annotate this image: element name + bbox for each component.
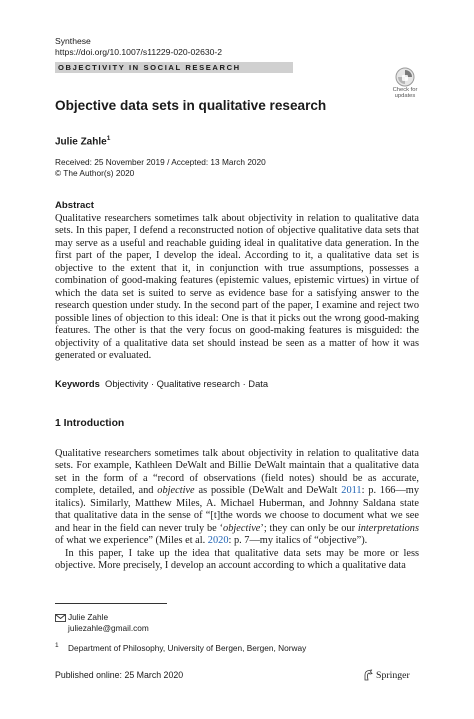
- keywords-line: [55, 378, 268, 389]
- emphasis: objective: [223, 522, 261, 534]
- footnote-divider: [55, 603, 167, 604]
- crossmark-label: Check for updates: [392, 87, 418, 100]
- corresponding-author: Julie Zahle: [68, 612, 109, 622]
- intro-paragraph-2: In this paper, I take up the idea that qualitative data sets may be more or less objective. More precisely, I develop an account according to which a qualitative data: [55, 548, 419, 572]
- emphasis: objective: [157, 485, 195, 497]
- affiliation-mark: 1: [55, 642, 59, 649]
- envelope-icon: [55, 614, 66, 622]
- citation-link[interactable]: 2011: [341, 485, 362, 497]
- publisher-name: Springer: [376, 670, 410, 681]
- journal-name: Synthese: [55, 36, 91, 46]
- text-run: as possible (DeWalt and DeWalt: [194, 485, 342, 497]
- text-run: : p. 166—my italics). Similarly, Matthew Miles, A. Michael Huberman, and Johnny Saldana state that qualitative data in the sense of “[t]the words we choose to document what we see and hear in the field can never truly be ‘: [55, 485, 419, 534]
- author-email[interactable]: juliezahle@gmail.com: [68, 623, 149, 633]
- abstract-heading: Abstract: [55, 200, 94, 211]
- citation-link[interactable]: 2020: [207, 535, 229, 547]
- doi-link[interactable]: https://doi.org/10.1007/s11229-020-02630-2: [55, 47, 223, 57]
- text-run: : p. 7—my italics of “objective”).: [228, 535, 368, 547]
- author-affiliation: Department of Philosophy, University of Bergen, Bergen, Norway: [68, 643, 307, 653]
- received-dates: Received: 25 November 2019 / Accepted: 13 March 2020: [55, 157, 266, 167]
- section-heading-introduction: 1 Introduction: [55, 418, 125, 429]
- author-name: [55, 135, 110, 147]
- author-name-text: Julie Zahle: [55, 136, 107, 148]
- text-run: of what we experience” (Miles et al.: [55, 535, 208, 547]
- keywords-label: Keywords: [55, 378, 100, 389]
- emphasis: interpretations: [357, 522, 419, 534]
- paper-title: Objective data sets in qualitative research: [55, 98, 327, 113]
- keywords-items: Objectivity · Qualitative research · Data: [105, 378, 269, 389]
- text-run: Qualitative researchers sometimes talk about objectivity in relation to qualitative data sets. For example, Kathleen DeWalt and Billie DeWalt maintain that a qualitative data set in the form of a “record of observations (field notes) should be as accurate, complete, detailed, and: [55, 448, 419, 497]
- intro-paragraph-1: [55, 448, 419, 548]
- copyright-notice: © The Author(s) 2020: [55, 168, 135, 178]
- section-label: OBJECTIVITY IN SOCIAL RESEARCH: [58, 63, 241, 72]
- published-date: Published online: 25 March 2020: [55, 670, 184, 680]
- author-affiliation-mark: 1: [106, 135, 111, 142]
- text-run: ’; they can only be our: [260, 522, 358, 534]
- springer-horse-icon: [363, 669, 373, 681]
- abstract-text: Qualitative researchers sometimes talk about objectivity in relation to qualitative data sets. In this paper, I defend a reconstructed notion of objective qualitative data sets that may serve as a useful and reachable guiding ideal in qualitative data generation. In the first part of the paper, I develop the ideal. According to it, a qualitative data set is objective to the extent that it, in conjunction with true assumptions, possesses a combination of good-making features (epistemic values, epistemic virtues) in virtue of which the data set is suited to serve as evidence base for a satisfying answer to the research question under study. In the second part of the paper, I examine and reject two possible lines of objection to this ideal: One is that it picks out the wrong good-making features. The other is that the very focus on good-making features is misguided: the objectivity of a qualitative data set should instead be seen as a matter of how it was generated or evaluated.: [55, 213, 419, 361]
